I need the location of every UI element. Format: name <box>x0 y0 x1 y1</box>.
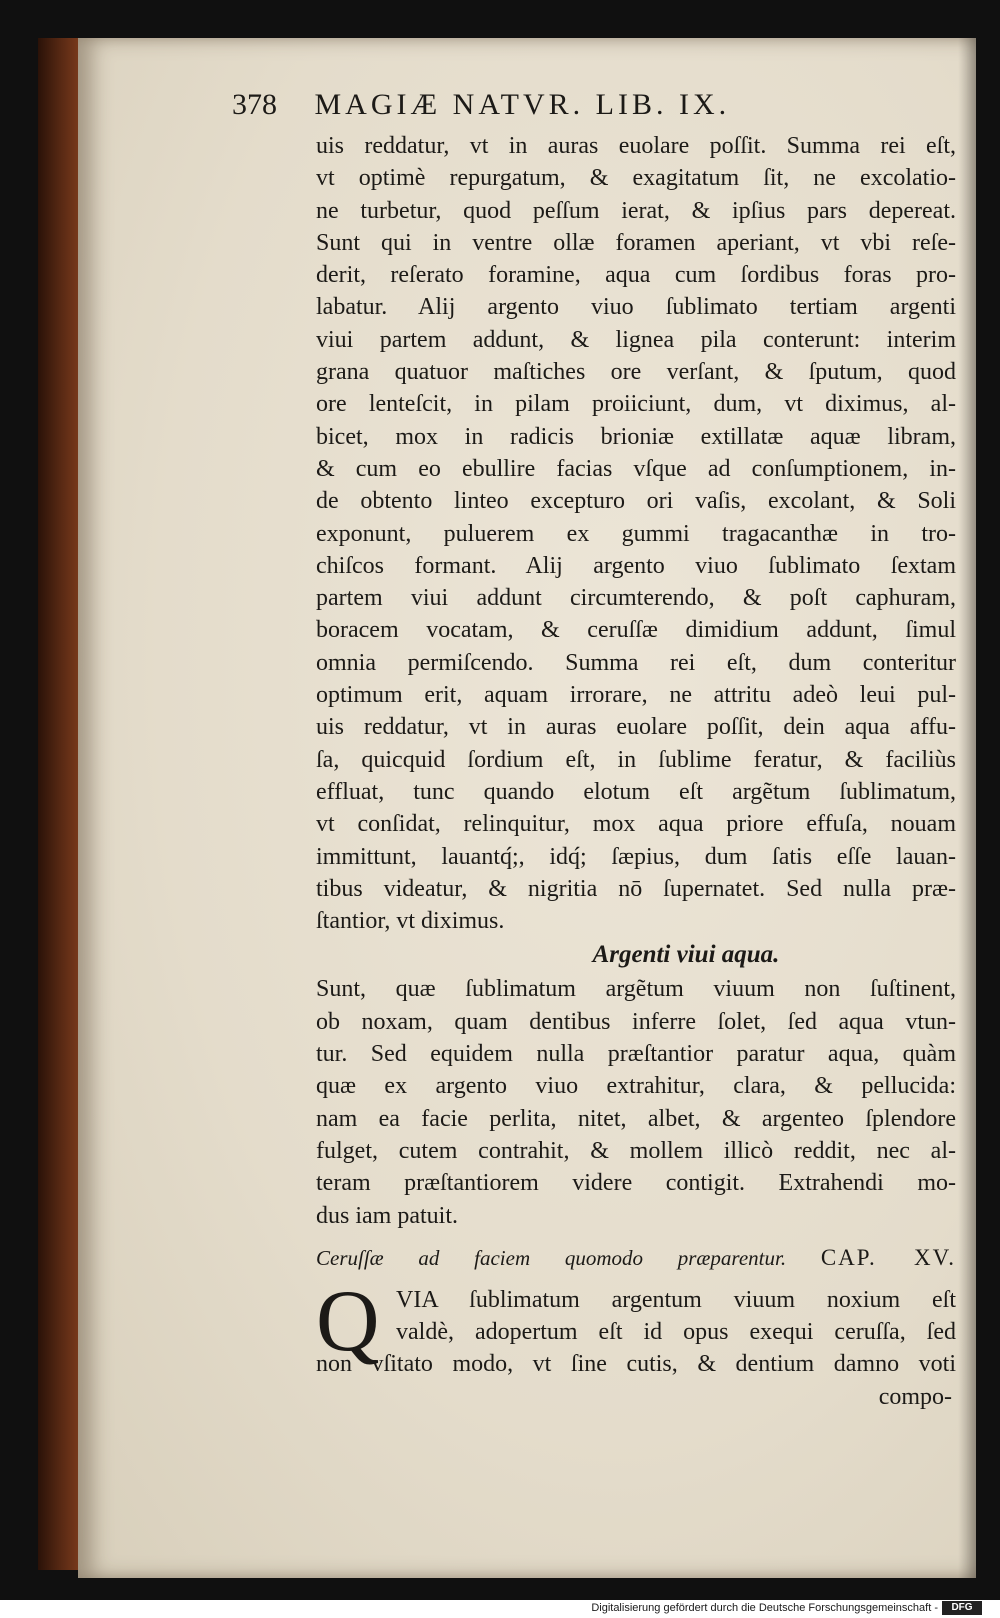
text-line: ſa, quicquid ſordium eſt, in ſublime feratur, & faciliùs <box>316 746 956 773</box>
page-shadow <box>958 38 976 1578</box>
footer-credit: Digitalisierung gefördert durch die Deutsche Forschungsgemeinschaft - <box>591 1602 938 1614</box>
text-line: optimum erit, aquam irrorare, ne attritu adeò leui pul- <box>316 682 956 709</box>
text-line: fulget, cutem contrahit, & mollem illicò reddit, nec al- <box>316 1137 956 1164</box>
text-line: tibus videatur, & nigritia nō ſupernatet. Sed nulla præ- <box>316 875 956 902</box>
text-line: derit, reſerato foramine, aqua cum ſordibus foras pro- <box>316 262 956 289</box>
text-line: VIA ſublimatum argentum viuum noxium eſt <box>396 1286 956 1313</box>
text-line: non vſitato modo, vt ſine cutis, & dentium damno voti <box>316 1351 956 1378</box>
text-line: teram præſtantiorem videre contigit. Extrahendi mo- <box>316 1170 956 1197</box>
text-line: Sunt qui in ventre ollæ foramen aperiant, vt vbi reſe- <box>316 229 956 256</box>
text-line: effluat, tunc quando elotum eſt argẽtum ſublimatum, <box>316 778 956 805</box>
text-line: ſtantior, vt diximus. <box>316 908 505 935</box>
drop-cap: Q <box>316 1272 380 1370</box>
body-paragraph <box>316 130 956 937</box>
text-line: & cum eo ebullire facias vſque ad conſumptionem, in- <box>316 455 956 482</box>
text-line: ne turbetur, quod peſſum ierat, & ipſius pars depereat. <box>316 197 956 224</box>
text-line: exponunt, puluerem ex gummi tragacanthæ in tro- <box>316 520 956 547</box>
text-line: immittunt, lauantq́;, idq́; ſæpius, dum ſatis eſſe lauan- <box>316 843 956 870</box>
text-line: quæ ex argento viuo extrahitur, clara, & pellucida: <box>316 1073 956 1100</box>
text-line: valdè, adopertum eſt id opus exequi ceruſſa, ſed <box>396 1319 956 1346</box>
text-line: grana quatuor maſtiches ore verſant, & ſputum, quod <box>316 359 956 386</box>
text-line: boracem vocatam, & ceruſſæ dimidium addunt, ſimul <box>316 617 956 644</box>
chapter-title: Ceruſſæ ad faciem quomodo præparentur. <box>316 1245 787 1270</box>
catchword: compo- <box>878 1383 952 1410</box>
text-line: ore lenteſcit, in pilam proiiciunt, dum, vt diximus, al- <box>316 391 956 418</box>
text-line: viui partem addunt, & lignea pila conterunt: interim <box>316 326 956 353</box>
text-line: ob noxam, quam dentibus inferre ſolet, ſed aqua vtun- <box>316 1008 956 1035</box>
chapter-number: CAP. XV. <box>820 1244 956 1270</box>
text-line: tur. Sed equidem nulla præſtantior paratur aqua, quàm <box>316 1041 956 1068</box>
running-head <box>232 88 952 122</box>
text-line: chiſcos formant. Alij argento viuo ſublimato ſextam <box>316 552 956 579</box>
text-line: partem viui addunt circumterendo, & poſt caphuram, <box>316 585 956 612</box>
text-line: bicet, mox in radicis brioniæ extillatæ aquæ libram, <box>316 423 956 450</box>
text-line: uis reddatur, vt in auras euolare poſſit, dein aqua affu- <box>316 714 956 741</box>
text-line: nam ea facie perlita, nitet, albet, & argenteo ſplendore <box>316 1105 956 1132</box>
section-paragraph <box>316 973 956 1231</box>
text-line: labatur. Alij argento viuo ſublimato tertiam argenti <box>316 294 956 321</box>
text-line: Sunt, quæ ſublimatum argẽtum viuum non ſuſtinent, <box>316 976 956 1003</box>
chapter-paragraph <box>316 1272 956 1413</box>
dfg-logo: DFG <box>942 1601 982 1615</box>
text-line: uis reddatur, vt in auras euolare poſſit. Summa rei eſt, <box>316 133 956 159</box>
text-line: vt conſidat, relinquitur, mox aqua priore effuſa, nouam <box>316 811 956 838</box>
text-line: dus iam patuit. <box>316 1202 458 1229</box>
page-number: 378 <box>232 88 277 121</box>
text-line: de obtento linteo excepturo ori vaſis, excolant, & Soli <box>316 488 956 515</box>
text-line: vt optimè repurgatum, & exagitatum ſit, ne excolatio- <box>316 165 956 192</box>
section-heading: Argenti viui aqua. <box>592 941 780 969</box>
chapter-heading <box>316 1240 956 1280</box>
text-block <box>316 130 956 1413</box>
text-line: omnia permiſcendo. Summa rei eſt, dum conteritur <box>316 649 956 676</box>
running-head-title: MAGIÆ NATVR. LIB. IX. <box>314 88 731 121</box>
